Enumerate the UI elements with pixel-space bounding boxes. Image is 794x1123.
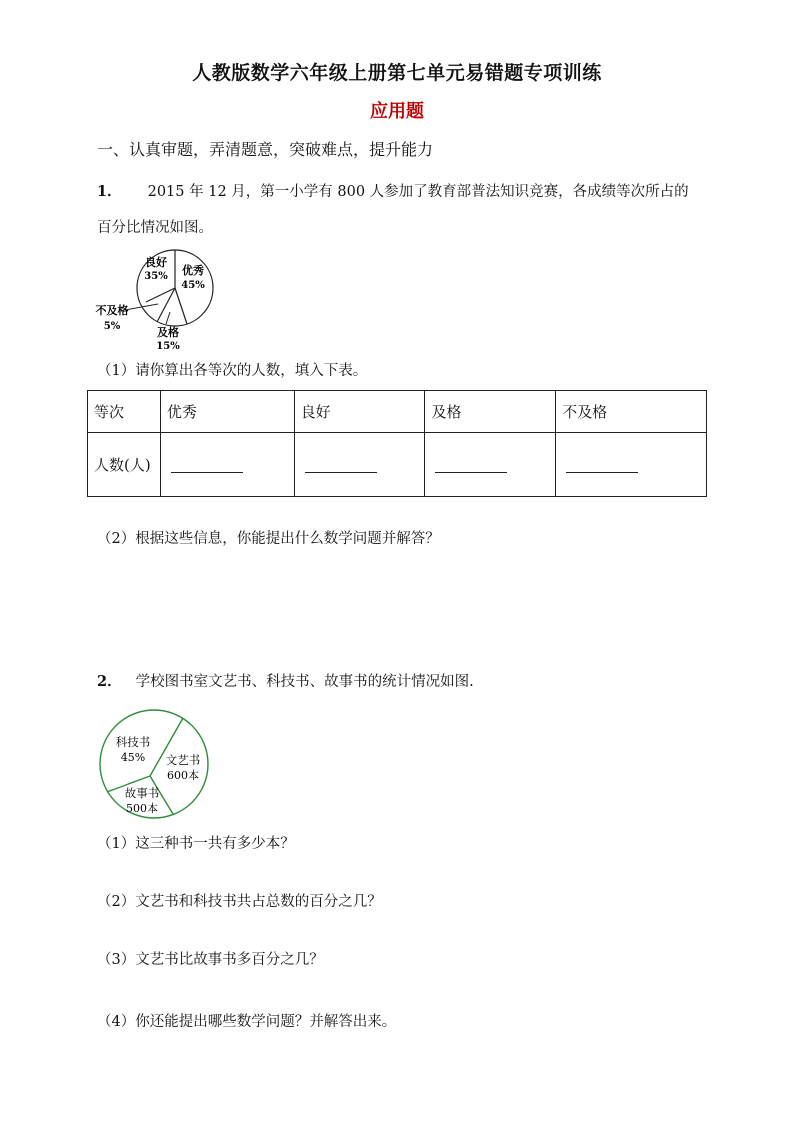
slice-label-science: 科技书 xyxy=(115,735,151,749)
grade-pie-chart xyxy=(90,244,230,354)
grade-pie-divider-bottom xyxy=(175,288,187,324)
answer-cell-excellent xyxy=(160,433,294,497)
question-2-sub4: （4）你还能提出哪些数学问题？并解答出来。 xyxy=(97,1014,397,1030)
answer-cell-good xyxy=(294,433,425,497)
slice-label-fail: 不及格 xyxy=(95,304,129,317)
question-2-sub2: （2）文艺书和科技书共占总数的百分之几？ xyxy=(97,894,382,910)
slice-value-good: 35% xyxy=(144,271,168,282)
slice-value-excellent: 45% xyxy=(181,280,205,291)
slice-value-fail: 5% xyxy=(103,321,121,332)
book-pie-chart xyxy=(95,708,215,820)
grade-pie-divider-pass xyxy=(157,288,175,322)
slice-value-literature: 600本 xyxy=(167,769,199,782)
table-header-cell: 优秀 xyxy=(160,391,294,433)
table-header-cell: 不及格 xyxy=(556,391,707,433)
answer-blank[interactable] xyxy=(435,458,507,473)
question-1-sub2: （2）根据这些信息，你能提出什么数学问题并解答？ xyxy=(97,531,440,547)
page-title: 人教版数学六年级上册第七单元易错题专项训练 xyxy=(192,62,602,84)
question-1-text-line1: 2015 年 12 月，第一小学有 800 人参加了教育部普法知识竞赛，各成绩等次所占的 xyxy=(147,184,689,200)
question-2-sub1: （1）这三种书一共有多少本？ xyxy=(97,836,295,852)
table-row-label: 人数(人) xyxy=(88,433,161,497)
grade-count-table xyxy=(87,390,707,497)
answer-blank[interactable] xyxy=(171,458,243,473)
slice-label-literature: 文艺书 xyxy=(165,753,201,767)
page-subtitle: 应用题 xyxy=(370,101,424,122)
slice-label-story: 故事书 xyxy=(124,786,160,800)
book-pie-divider-right xyxy=(150,718,183,776)
table-header-cell: 良好 xyxy=(294,391,425,433)
table-row xyxy=(88,391,707,433)
section-heading: 一、认真审题，弄清题意，突破难点，提升能力 xyxy=(97,140,434,159)
table-header-cell: 及格 xyxy=(425,391,556,433)
slice-value-story: 500本 xyxy=(126,802,158,815)
question-1-sub1: （1）请你算出各等次的人数，填入下表。 xyxy=(97,363,368,379)
answer-blank[interactable] xyxy=(566,458,638,473)
question-2-sub3: （3）文艺书比故事书多百分之几？ xyxy=(97,952,324,968)
slice-value-pass: 15% xyxy=(156,341,180,352)
question-2-number: 2． xyxy=(97,673,122,690)
question-1-text-line2: 百分比情况如图。 xyxy=(97,220,213,236)
answer-cell-pass xyxy=(425,433,556,497)
slice-label-excellent: 优秀 xyxy=(182,264,204,277)
question-1 xyxy=(97,174,707,246)
question-2-text: 学校图书室文艺书、科技书、故事书的统计情况如图. xyxy=(135,674,474,690)
table-row xyxy=(88,433,707,497)
table-header-cell: 等次 xyxy=(88,391,161,433)
question-2 xyxy=(97,670,474,691)
slice-label-good: 良好 xyxy=(145,256,167,269)
question-1-number: 1． xyxy=(97,183,122,200)
answer-blank[interactable] xyxy=(305,458,377,473)
answer-cell-fail xyxy=(556,433,707,497)
slice-value-science: 45% xyxy=(120,751,146,764)
grade-pie-leader-pass xyxy=(166,312,170,324)
slice-label-pass: 及格 xyxy=(157,326,179,339)
